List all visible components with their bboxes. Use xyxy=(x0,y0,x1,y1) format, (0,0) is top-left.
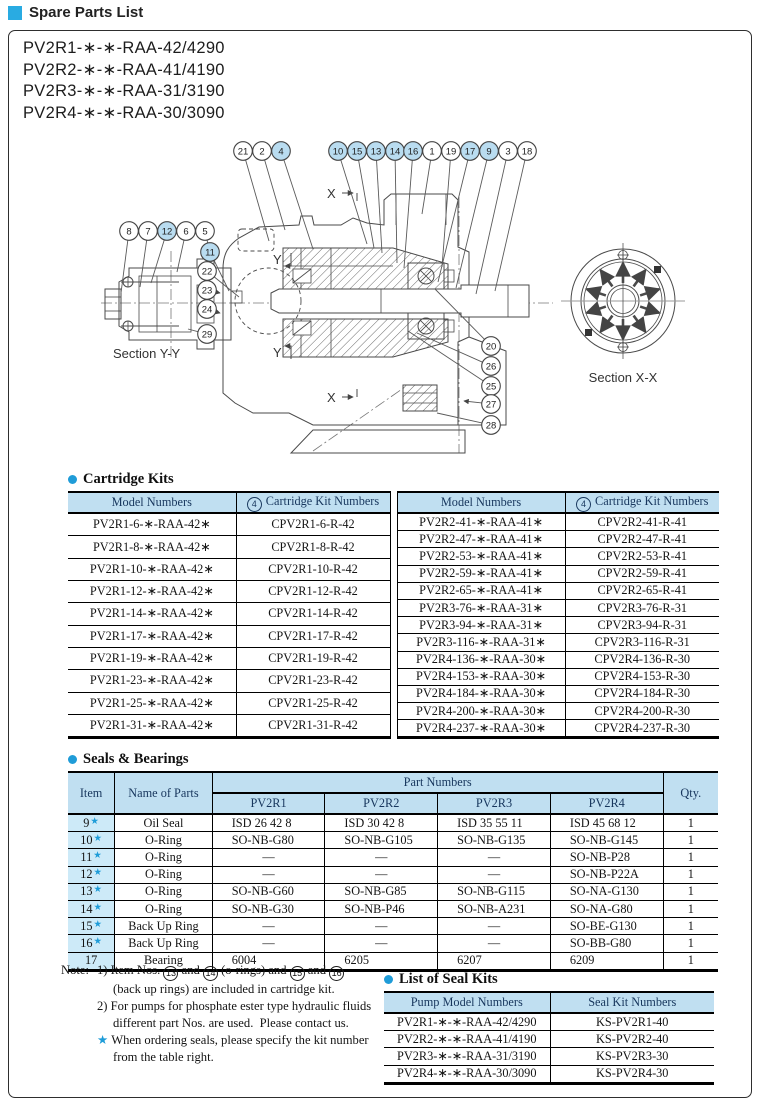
part-number-cell: — xyxy=(438,935,551,952)
kit-number-cell: CPV2R1-10-R-42 xyxy=(236,558,390,580)
name-of-parts-header: Name of Parts xyxy=(115,772,212,814)
kit-number-cell: CPV2R2-41-R-41 xyxy=(565,513,719,531)
cartridge-kits-heading: Cartridge Kits xyxy=(68,471,718,488)
vane-slot xyxy=(587,289,606,295)
part-number-cell: — xyxy=(212,849,325,866)
callout-number: 17 xyxy=(464,146,476,158)
model-number-cell: PV2R3-94-∗-RAA-31∗ xyxy=(397,617,565,634)
callout-leader-line xyxy=(177,240,184,272)
section-marker-square xyxy=(8,6,22,20)
note-lines xyxy=(97,962,371,1066)
cartridge-row xyxy=(397,599,719,616)
kit-number-cell: CPV2R1-6-R-42 xyxy=(236,513,390,536)
part-number-cell: — xyxy=(325,918,438,935)
circled-number-icon: 15 xyxy=(290,966,305,981)
callout-number: 26 xyxy=(485,361,497,373)
seal-kit-numbers-header: Seal Kit Numbers xyxy=(550,992,714,1013)
callout-leader-line xyxy=(265,160,285,230)
circled-number-icon: 14 xyxy=(203,966,218,981)
callout-number: 18 xyxy=(521,146,533,158)
callout-number: 25 xyxy=(485,381,497,393)
part-number-cell: ISD 45 68 12 xyxy=(550,814,663,832)
model-number-cell: PV2R3-76-∗-RAA-31∗ xyxy=(397,599,565,616)
pump-model-numbers-header: Pump Model Numbers xyxy=(384,992,550,1013)
note-line: 1) Item Nos. 13 and 14 (o-rings) and 15 and 16 xyxy=(97,962,371,981)
callout-number: 27 xyxy=(485,399,497,411)
part-number-cell: SO-NB-G135 xyxy=(438,832,551,849)
model-number-cell: PV2R4-184-∗-RAA-30∗ xyxy=(397,685,565,702)
part-number-cell: 6207 xyxy=(438,952,551,970)
qty-header: Qty. xyxy=(663,772,718,814)
part-number-cell: SO-BE-G130 xyxy=(550,918,663,935)
cartridge-row xyxy=(397,617,719,634)
x-plane-label-bottom: X xyxy=(327,390,336,405)
seals-row xyxy=(68,814,718,832)
model-number-cell: PV2R1-8-∗-RAA-42∗ xyxy=(68,536,236,558)
qty-cell: 1 xyxy=(663,935,718,952)
model-numbers-header: Model Numbers xyxy=(397,492,565,513)
notes-block xyxy=(61,962,397,1066)
pump-model-cell: PV2R4-∗-∗-RAA-30/3090 xyxy=(384,1065,550,1083)
seal-kit-number-cell: KS-PV2R3-30 xyxy=(550,1048,714,1065)
model-number-cell: PV2R4-200-∗-RAA-30∗ xyxy=(397,703,565,720)
bullet-icon xyxy=(68,475,77,484)
callout-number: 24 xyxy=(201,304,213,316)
cartridge-row xyxy=(68,714,390,738)
star-icon: ★ xyxy=(97,1033,109,1047)
page-title: Spare Parts List xyxy=(29,4,144,21)
cartridge-row xyxy=(397,548,719,565)
item-header: Item xyxy=(68,772,115,814)
model-numbers-header: Model Numbers xyxy=(68,492,236,513)
cartridge-row xyxy=(68,692,390,714)
callout-number: 16 xyxy=(407,146,419,158)
seals-row xyxy=(68,832,718,849)
note-line: ★ When ordering seals, please specify the kit number xyxy=(97,1033,369,1047)
part-name-cell: O-Ring xyxy=(115,832,212,849)
seals-row xyxy=(68,900,718,917)
item-cell: 12★ xyxy=(68,866,115,883)
callout-leader-line xyxy=(437,413,482,423)
kit-number-cell: CPV2R3-116-R-31 xyxy=(565,634,719,651)
callout-number: 13 xyxy=(370,146,382,158)
seal-kit-number-cell: KS-PV2R4-30 xyxy=(550,1065,714,1083)
part-number-cell: SO-NB-G80 xyxy=(212,832,325,849)
callout-leader-line xyxy=(442,160,450,267)
vane-slot xyxy=(601,270,613,286)
cartridge-kits-table-right xyxy=(397,491,720,739)
part-number-cell: — xyxy=(325,935,438,952)
locating-pin-square xyxy=(654,266,661,273)
callout-number: 21 xyxy=(237,146,249,158)
qty-cell: 1 xyxy=(663,883,718,900)
callout-number: 14 xyxy=(389,146,401,158)
kit-number-cell: CPV2R1-31-R-42 xyxy=(236,714,390,738)
seal-kits-section xyxy=(384,971,714,1085)
y-plane-label-bottom: Y xyxy=(273,345,282,360)
bullet-icon xyxy=(68,755,77,764)
cartridge-row xyxy=(397,703,719,720)
section-yy-label: Section Y-Y xyxy=(113,346,181,361)
callout-leader-line xyxy=(359,160,374,248)
seal-kit-row xyxy=(384,1048,714,1065)
locating-pin-square xyxy=(585,329,592,336)
model-number-cell: PV2R1-31-∗-RAA-42∗ xyxy=(68,714,236,738)
callout-leader-line xyxy=(476,160,506,294)
qty-cell: 1 xyxy=(663,900,718,917)
cartridge-row xyxy=(397,531,719,548)
callout-leader-line xyxy=(214,260,229,291)
seals-row xyxy=(68,935,718,952)
callout-leader-line xyxy=(284,160,313,249)
cartridge-row xyxy=(397,720,719,738)
qty-cell: 1 xyxy=(663,866,718,883)
model-number-cell: PV2R2-59-∗-RAA-41∗ xyxy=(397,565,565,582)
cartridge-kit-numbers-header: 4 Cartridge Kit Numbers xyxy=(236,492,390,513)
part-name-cell: O-Ring xyxy=(115,900,212,917)
part-name-cell: Back Up Ring xyxy=(115,918,212,935)
cartridge-row xyxy=(68,558,390,580)
callout-number: 1 xyxy=(429,146,435,158)
part-name-cell: Bearing xyxy=(115,952,212,970)
section-yy-view xyxy=(105,259,242,349)
pump-cross-section-diagram xyxy=(9,135,754,471)
cartridge-row xyxy=(397,685,719,702)
callout-number: 28 xyxy=(485,420,497,432)
kit-number-cell: CPV2R4-184-R-30 xyxy=(565,685,719,702)
kit-number-cell: CPV2R1-8-R-42 xyxy=(236,536,390,558)
part-number-cell: — xyxy=(212,935,325,952)
kit-number-cell: CPV2R3-94-R-31 xyxy=(565,617,719,634)
part-number-cell: SO-NB-G60 xyxy=(212,883,325,900)
x-plane-label-top: X xyxy=(327,186,336,201)
kit-number-cell: CPV2R4-200-R-30 xyxy=(565,703,719,720)
star-icon: ★ xyxy=(93,919,103,930)
seals-bearings-heading: Seals & Bearings xyxy=(68,751,718,768)
main-cross-section xyxy=(223,194,529,453)
callout-leader-line xyxy=(438,160,468,282)
seals-row xyxy=(68,883,718,900)
model-number-cell: PV2R4-237-∗-RAA-30∗ xyxy=(397,720,565,738)
cartridge-row xyxy=(397,513,719,531)
part-number-cell: — xyxy=(325,866,438,883)
callout-leader-line xyxy=(404,160,412,268)
seal-kit-row xyxy=(384,1013,714,1031)
model-number: PV2R1-∗-∗-RAA-42/4290 xyxy=(23,39,225,57)
seal-kits-table xyxy=(384,991,714,1085)
cartridge-row xyxy=(397,668,719,685)
callout-number: 19 xyxy=(445,146,457,158)
cartridge-kits-section xyxy=(68,471,718,739)
cartridge-kits-table-left xyxy=(68,491,391,739)
bullet-icon xyxy=(384,975,393,984)
callout-number: 15 xyxy=(351,146,363,158)
callout-leader-line xyxy=(495,160,525,291)
vane-slot xyxy=(640,289,659,295)
kit-number-cell: CPV2R3-76-R-31 xyxy=(565,599,719,616)
kit-number-cell: CPV2R2-59-R-41 xyxy=(565,565,719,582)
callout-leader-line xyxy=(140,240,147,287)
callout-leader-line xyxy=(151,240,164,283)
seal-kit-row xyxy=(384,1065,714,1083)
item-cell: 14★ xyxy=(68,900,115,917)
model-number-cell: PV2R3-116-∗-RAA-31∗ xyxy=(397,634,565,651)
seals-row xyxy=(68,918,718,935)
model-number-cell: PV2R1-19-∗-RAA-42∗ xyxy=(68,647,236,669)
part-number-cell: ISD 35 55 11 xyxy=(438,814,551,832)
item-cell: 17 xyxy=(68,952,115,970)
callout-number: 23 xyxy=(201,285,213,297)
part-number-cell: — xyxy=(438,849,551,866)
model-number-cell: PV2R1-23-∗-RAA-42∗ xyxy=(68,670,236,692)
item-cell: 11★ xyxy=(68,849,115,866)
cartridge-kits-tables xyxy=(68,491,718,739)
kit-number-cell: CPV2R1-25-R-42 xyxy=(236,692,390,714)
pv2r3-column-header: PV2R3 xyxy=(438,793,551,814)
callout-number: 20 xyxy=(485,341,497,353)
part-name-cell: O-Ring xyxy=(115,849,212,866)
pv2r4-column-header: PV2R4 xyxy=(550,793,663,814)
cartridge-row xyxy=(68,670,390,692)
seals-row xyxy=(68,866,718,883)
callout-leader-line xyxy=(188,329,198,332)
part-number-cell: — xyxy=(438,918,551,935)
part-number-cell: — xyxy=(325,849,438,866)
seals-row xyxy=(68,849,718,866)
cartridge-kit-numbers-header: 4 Cartridge Kit Numbers xyxy=(565,492,719,513)
model-number-cell: PV2R4-136-∗-RAA-30∗ xyxy=(397,651,565,668)
part-number-cell: — xyxy=(212,918,325,935)
kit-number-cell: CPV2R1-17-R-42 xyxy=(236,625,390,647)
note-label: Note: xyxy=(61,963,89,977)
seals-bearings-section xyxy=(68,751,718,972)
pump-model-cell: PV2R2-∗-∗-RAA-41/4190 xyxy=(384,1031,550,1048)
kit-number-cell: CPV2R1-19-R-42 xyxy=(236,647,390,669)
model-number-cell: PV2R1-10-∗-RAA-42∗ xyxy=(68,558,236,580)
kit-number-cell: CPV2R2-53-R-41 xyxy=(565,548,719,565)
part-number-cell: SO-NB-A231 xyxy=(438,900,551,917)
callout-leader-line xyxy=(377,160,382,253)
content-frame xyxy=(8,30,752,1098)
part-number-cell: ISD 26 42 8 xyxy=(212,814,325,832)
part-number-cell: 6209 xyxy=(550,952,663,970)
part-number-cell: SO-NA-G80 xyxy=(550,900,663,917)
section-xx-label: Section X-X xyxy=(588,370,658,385)
seal-kit-number-cell: KS-PV2R2-40 xyxy=(550,1031,714,1048)
callout-number: 6 xyxy=(183,226,189,238)
callout-leader-line xyxy=(341,160,367,244)
vane-slot xyxy=(640,307,659,313)
pv2r1-column-header: PV2R1 xyxy=(212,793,325,814)
vane-slot xyxy=(601,316,613,332)
model-number: PV2R4-∗-∗-RAA-30/3090 xyxy=(23,103,225,122)
note-line: (back up rings) are included in cartridge kit. xyxy=(113,982,335,996)
cartridge-row xyxy=(397,565,719,582)
cartridge-row xyxy=(397,582,719,599)
seal-kits-heading: List of Seal Kits xyxy=(384,971,714,988)
cartridge-row xyxy=(68,513,390,536)
callout-number: 22 xyxy=(201,266,213,278)
callout-number: 3 xyxy=(505,146,511,158)
vane-slot xyxy=(634,316,646,332)
kit-number-cell: CPV2R4-136-R-30 xyxy=(565,651,719,668)
cartridge-row xyxy=(68,581,390,603)
callout-number: 11 xyxy=(205,247,215,259)
part-number-cell: SO-NB-P28 xyxy=(550,849,663,866)
callout-leader-line xyxy=(216,292,220,293)
item-cell: 13★ xyxy=(68,883,115,900)
kit-number-cell: CPV2R1-14-R-42 xyxy=(236,603,390,625)
pump-model-cell: PV2R1-∗-∗-RAA-42/4290 xyxy=(384,1013,550,1031)
part-number-cell: SO-NB-G85 xyxy=(325,883,438,900)
callout-number: 29 xyxy=(201,329,213,341)
callout-leader-line xyxy=(422,160,431,214)
part-name-cell: O-Ring xyxy=(115,866,212,883)
qty-cell: 1 xyxy=(663,832,718,849)
model-number-cell: PV2R1-6-∗-RAA-42∗ xyxy=(68,513,236,536)
model-number-cell: PV2R1-12-∗-RAA-42∗ xyxy=(68,581,236,603)
kit-number-cell: CPV2R4-153-R-30 xyxy=(565,668,719,685)
model-number-cell: PV2R2-41-∗-RAA-41∗ xyxy=(397,513,565,531)
item-cell: 16★ xyxy=(68,935,115,952)
y-plane-label-top: Y xyxy=(273,252,282,267)
model-number-cell: PV2R1-25-∗-RAA-42∗ xyxy=(68,692,236,714)
seal-kit-row xyxy=(384,1031,714,1048)
callout-leader-line xyxy=(214,277,239,297)
part-number-cell: SO-NB-P46 xyxy=(325,900,438,917)
circled-number-icon: 13 xyxy=(163,966,178,981)
model-number-cell: PV2R2-53-∗-RAA-41∗ xyxy=(397,548,565,565)
model-number-cell: PV2R1-17-∗-RAA-42∗ xyxy=(68,625,236,647)
part-number-cell: SO-NB-G105 xyxy=(325,832,438,849)
item-cell: 10★ xyxy=(68,832,115,849)
part-number-cell: 6004 xyxy=(212,952,325,970)
callout-number: 8 xyxy=(126,226,132,238)
note-line: different part Nos. are used. Please contact us. xyxy=(113,1016,349,1030)
callout-number: 7 xyxy=(145,226,151,238)
star-icon: ★ xyxy=(93,850,102,861)
star-icon: ★ xyxy=(93,936,103,947)
part-number-cell: ISD 30 42 8 xyxy=(325,814,438,832)
circled-4-icon: 4 xyxy=(576,497,591,512)
qty-cell: 1 xyxy=(663,952,718,970)
part-number-cell: 6205 xyxy=(325,952,438,970)
part-name-cell: O-Ring xyxy=(115,883,212,900)
page-header xyxy=(8,4,143,21)
pv2r2-column-header: PV2R2 xyxy=(325,793,438,814)
cartridge-row xyxy=(397,634,719,651)
cartridge-row xyxy=(68,603,390,625)
circled-4-icon: 4 xyxy=(247,497,262,512)
pump-model-cell: PV2R3-∗-∗-RAA-31/3190 xyxy=(384,1048,550,1065)
note-line: 2) For pumps for phosphate ester type hydraulic fluids xyxy=(97,999,372,1013)
part-number-cell: SO-NA-G130 xyxy=(550,883,663,900)
star-icon: ★ xyxy=(93,885,103,896)
vane-slot xyxy=(587,307,606,313)
callout-number: 10 xyxy=(332,146,344,158)
vane-slot xyxy=(634,270,646,286)
callout-leader-line xyxy=(464,401,482,403)
section-xx-view xyxy=(561,243,685,359)
cartridge-row xyxy=(68,647,390,669)
kit-number-cell: CPV2R2-65-R-41 xyxy=(565,582,719,599)
model-number-cell: PV2R1-14-∗-RAA-42∗ xyxy=(68,603,236,625)
item-cell: 9★ xyxy=(68,814,115,832)
item-cell: 15★ xyxy=(68,918,115,935)
model-number-cell: PV2R4-153-∗-RAA-30∗ xyxy=(397,668,565,685)
kit-number-cell: CPV2R1-12-R-42 xyxy=(236,581,390,603)
callout-number: 2 xyxy=(259,146,265,158)
seals-bearings-table xyxy=(68,771,718,972)
callout-number: 9 xyxy=(486,146,492,158)
star-icon: ★ xyxy=(93,868,103,879)
callout-leader-line xyxy=(216,312,220,313)
model-list xyxy=(23,38,225,124)
cartridge-row xyxy=(397,651,719,668)
model-number-cell: PV2R2-47-∗-RAA-41∗ xyxy=(397,531,565,548)
qty-cell: 1 xyxy=(663,814,718,832)
cartridge-row xyxy=(68,536,390,558)
part-number-cell: SO-NB-G145 xyxy=(550,832,663,849)
part-number-cell: SO-BB-G80 xyxy=(550,935,663,952)
callout-leader-line xyxy=(395,160,397,263)
seal-kit-number-cell: KS-PV2R1-40 xyxy=(550,1013,714,1031)
note-line: from the table right. xyxy=(113,1050,214,1064)
part-numbers-header: Part Numbers xyxy=(212,772,663,793)
circled-number-icon: 16 xyxy=(329,966,344,981)
model-number-cell: PV2R2-65-∗-RAA-41∗ xyxy=(397,582,565,599)
part-number-cell: — xyxy=(212,866,325,883)
part-number-cell: — xyxy=(438,866,551,883)
model-number: PV2R3-∗-∗-RAA-31/3190 xyxy=(23,82,225,100)
part-number-cell: SO-NB-P22A xyxy=(550,866,663,883)
callout-leader-line xyxy=(456,160,487,288)
cartridge-row xyxy=(68,625,390,647)
part-number-cell: SO-NB-G30 xyxy=(212,900,325,917)
part-name-cell: Back Up Ring xyxy=(115,935,212,952)
star-icon: ★ xyxy=(93,833,103,844)
star-icon: ★ xyxy=(93,902,103,913)
callout-number: 4 xyxy=(278,146,284,158)
callout-number: 12 xyxy=(161,226,173,238)
kit-number-cell: CPV2R1-23-R-42 xyxy=(236,670,390,692)
model-number: PV2R2-∗-∗-RAA-41/4190 xyxy=(23,60,225,79)
star-icon: ★ xyxy=(90,816,99,827)
kit-number-cell: CPV2R2-47-R-41 xyxy=(565,531,719,548)
callout-number: 5 xyxy=(202,226,208,238)
qty-cell: 1 xyxy=(663,918,718,935)
kit-number-cell: CPV2R4-237-R-30 xyxy=(565,720,719,738)
qty-cell: 1 xyxy=(663,849,718,866)
part-name-cell: Oil Seal xyxy=(115,814,212,832)
part-number-cell: SO-NB-G115 xyxy=(438,883,551,900)
